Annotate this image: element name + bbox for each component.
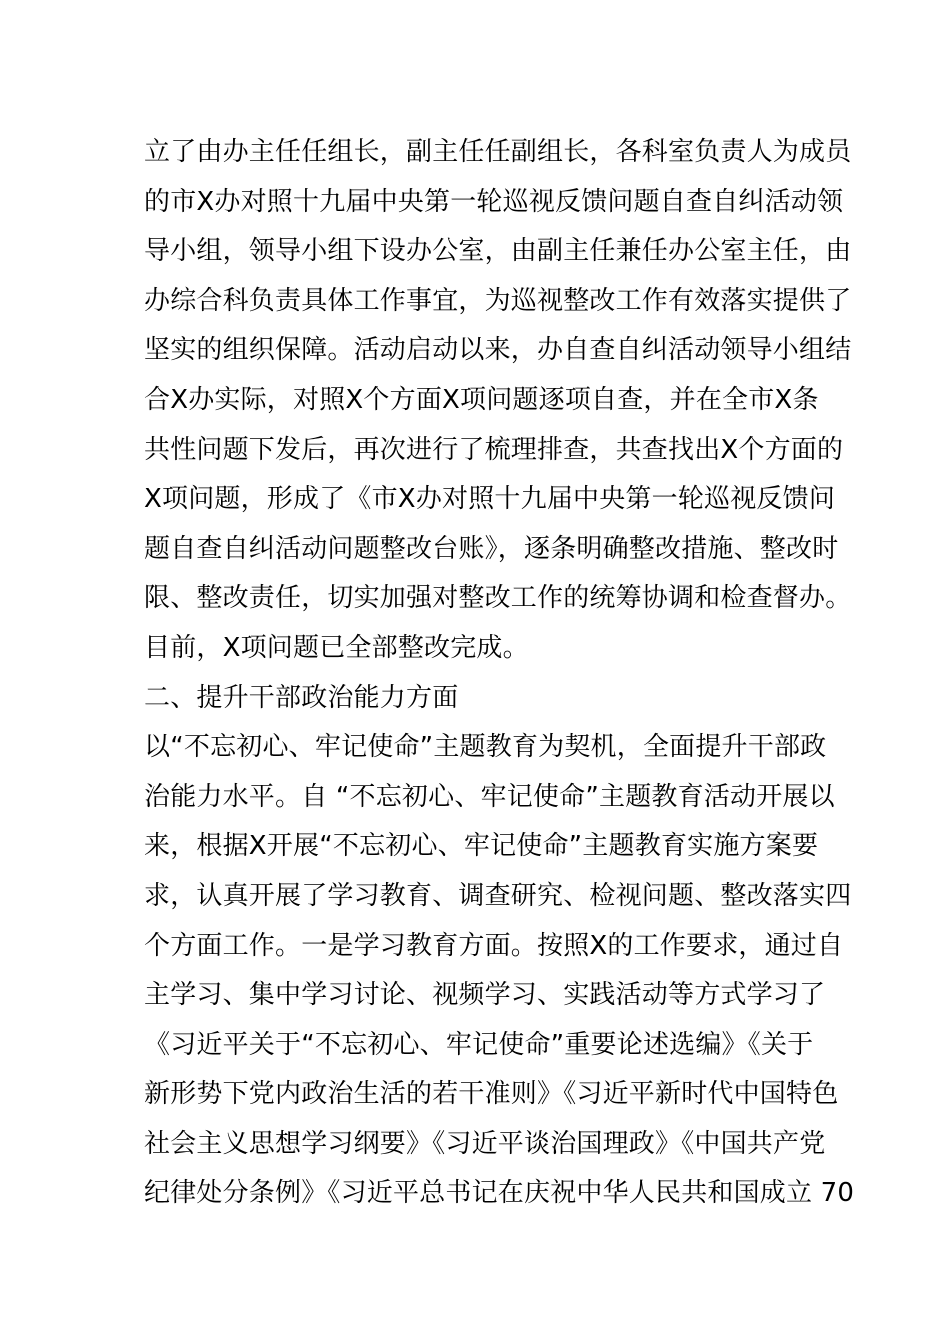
text-line: 坚实的组织保障。活动启动以来，办自查自纠活动领导小组结 <box>144 335 852 366</box>
text-line: 题自查自纠活动问题整改台账》，逐条明确整改措施、整改时 <box>144 533 839 564</box>
text-line: 来，根据X开展“不忘初心、牢记使命”主题教育实施方案要 <box>144 831 819 862</box>
text-line: 限、整改责任，切实加强对整改工作的统筹协调和检查督办。 <box>144 583 852 614</box>
body-text <box>144 128 855 1219</box>
text-line: 求，认真开展了学习教育、调查研究、检视问题、整改落实四 <box>144 880 852 911</box>
text-line: 共性问题下发后，再次进行了梳理排查，共查找出X个方面的 <box>144 434 844 465</box>
text-line: 立了由办主任任组长，副主任任副组长，各科室负责人为成员 <box>144 137 852 167</box>
text-line: 合X办实际，对照X个方面X项问题逐项自查，并在全市X条 <box>144 384 819 415</box>
text-line: 纪律处分条例》《习近平总书记在庆祝中华人民共和国成立 70 <box>144 1178 855 1209</box>
text-line: 的市X办对照十九届中央第一轮巡视反馈问题自查自纠活动领 <box>144 186 844 217</box>
text-line: 目前，X项问题已全部整改完成。 <box>144 632 529 663</box>
text-line: 以“不忘初心、牢记使命”主题教育为契机，全面提升干部政 <box>144 732 827 763</box>
text-line: 导小组，领导小组下设办公室，由副主任兼任办公室主任，由 <box>144 236 852 267</box>
text-line: 主学习、集中学习讨论、视频学习、实践活动等方式学习了 <box>144 980 826 1011</box>
text-line: 治能力水平。自 “不忘初心、牢记使命”主题教育活动开展以 <box>144 781 835 812</box>
text-line: 《习近平关于“不忘初心、牢记使命”重要论述选编》《关于 <box>144 1029 814 1060</box>
text-line: 办综合科负责具体工作事宜，为巡视整改工作有效落实提供了 <box>144 285 852 316</box>
text-line: 个方面工作。一是学习教育方面。按照X的工作要求，通过自 <box>144 930 844 961</box>
section-heading: 二、提升干部政治能力方面 <box>144 682 459 713</box>
text-line: 社会主义思想学习纲要》《习近平谈治国理政》《中国共产党 <box>144 1128 826 1159</box>
text-line: 新形势下党内政治生活的若干准则》《习近平新时代中国特色 <box>144 1079 839 1110</box>
text-line: X项问题，形成了《市X办对照十九届中央第一轮巡视反馈问 <box>144 484 836 515</box>
